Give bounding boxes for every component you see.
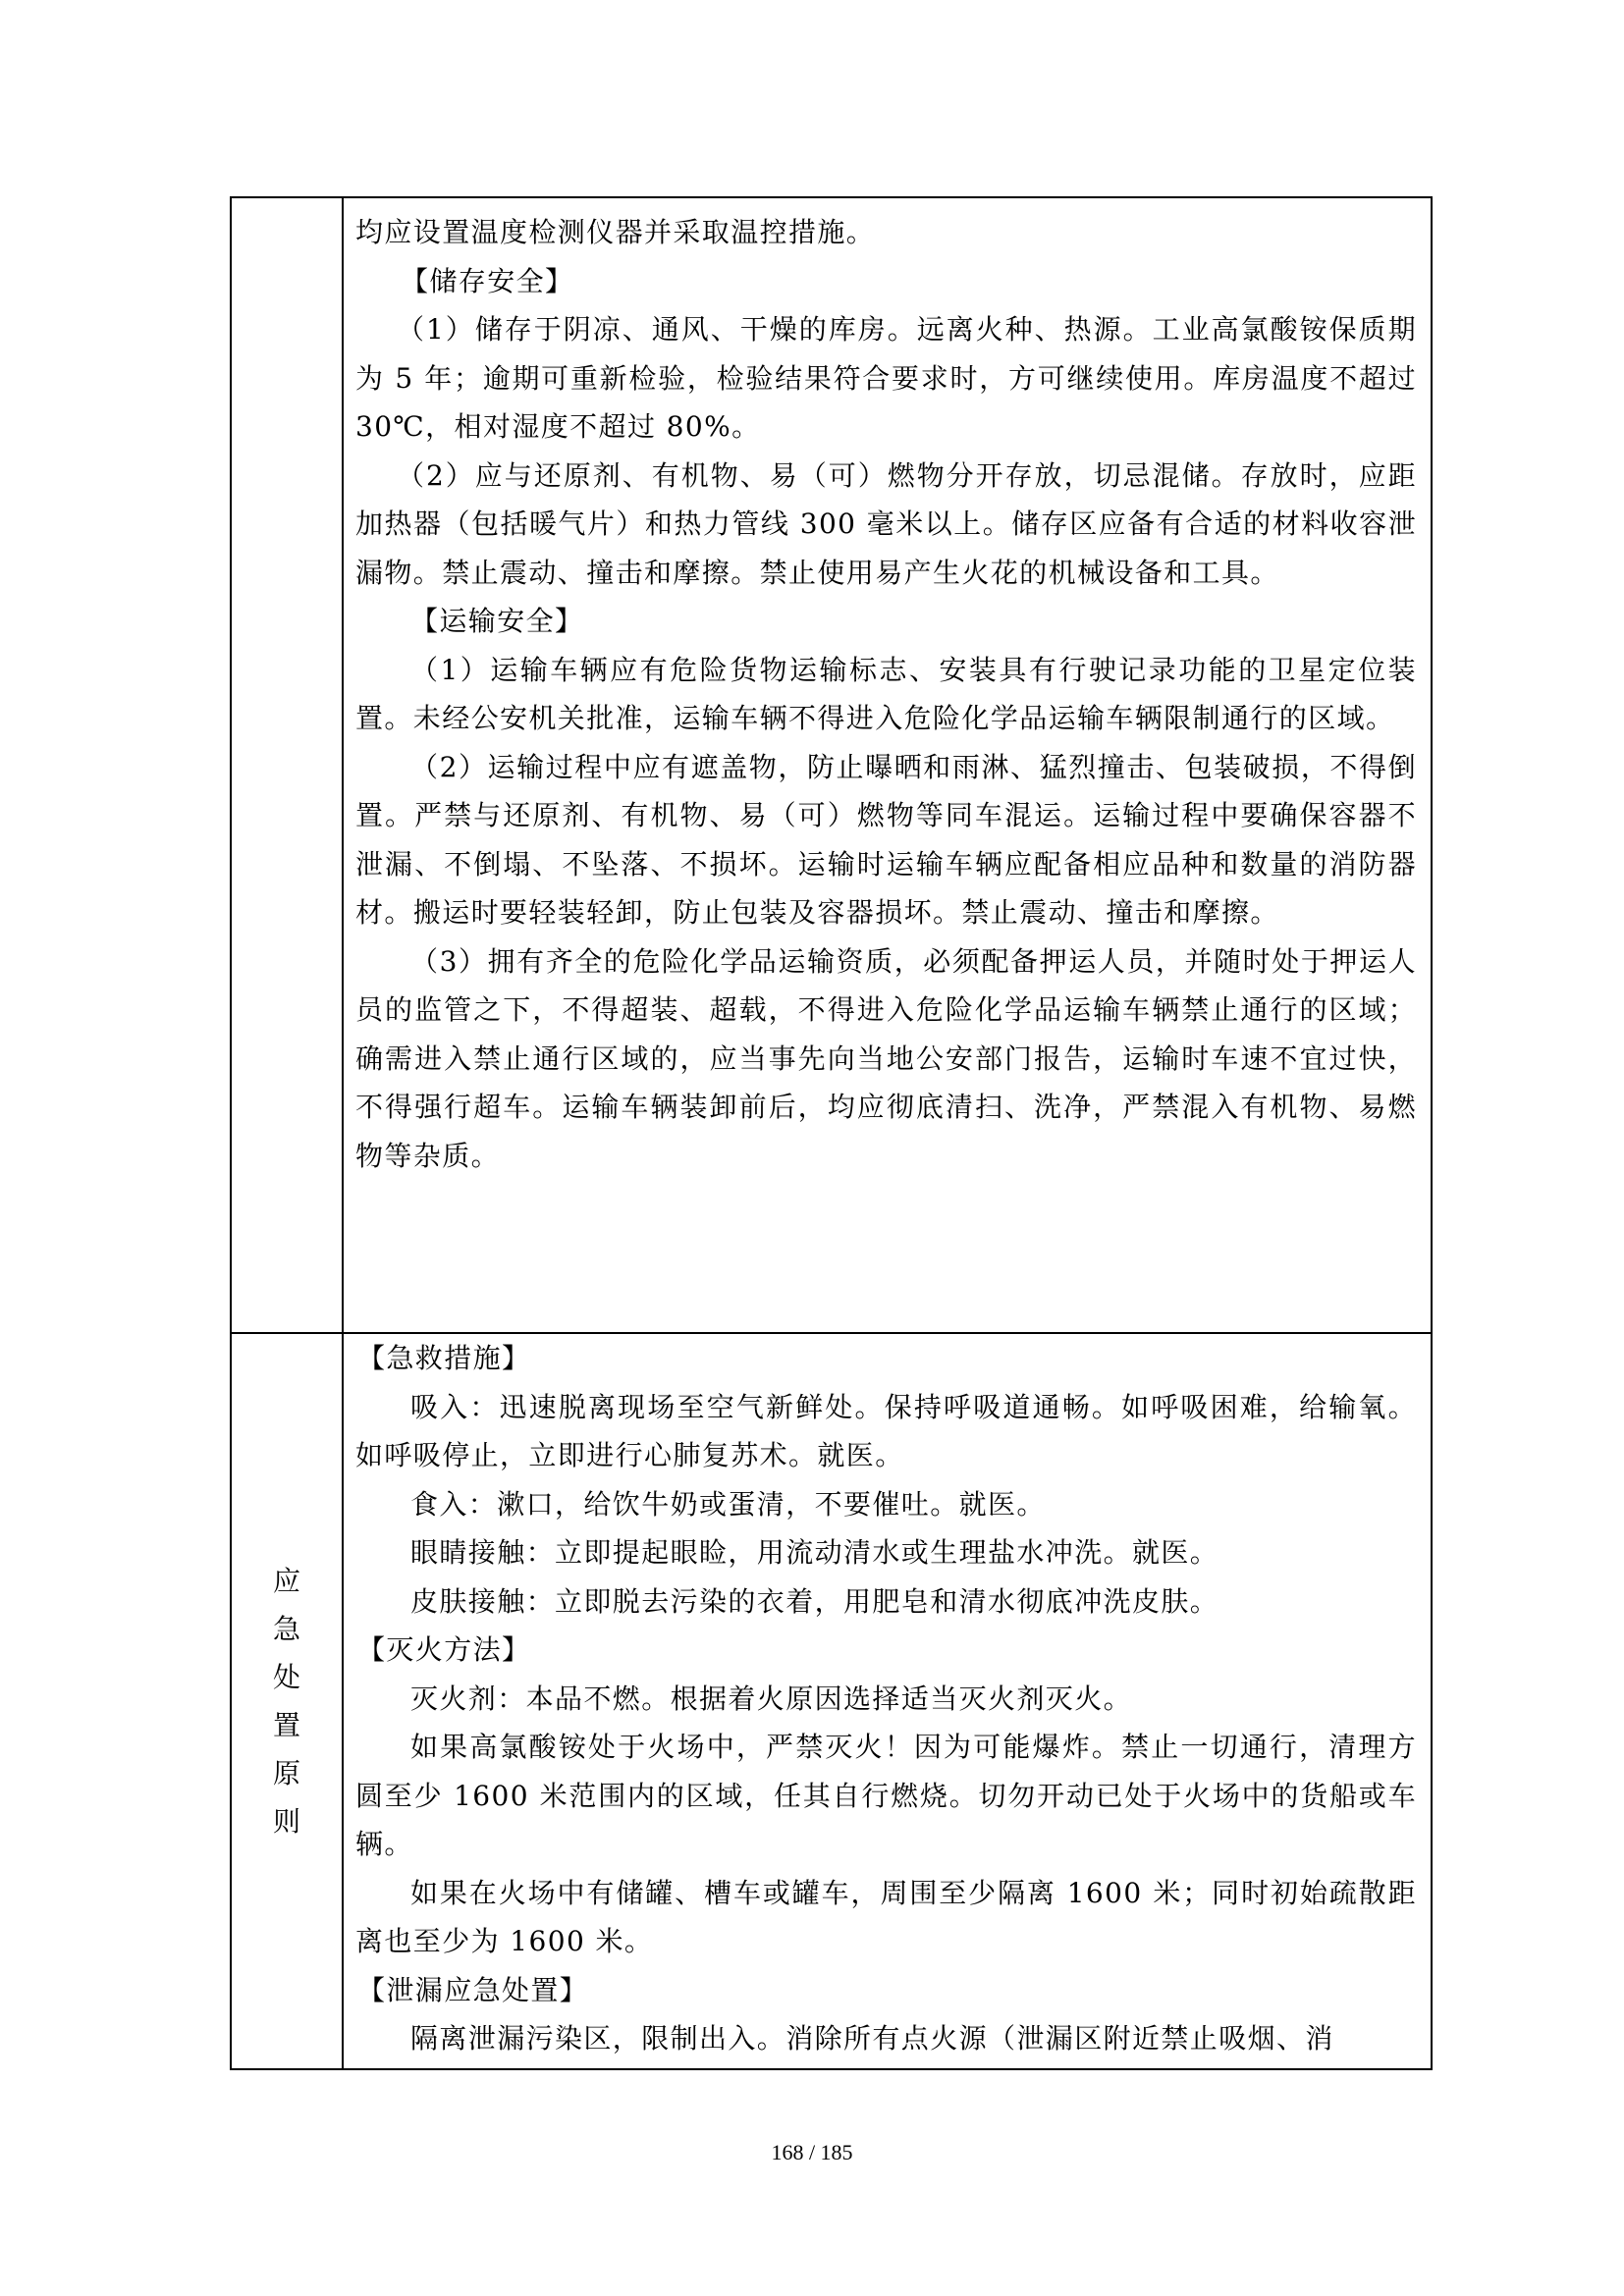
- leak-heading: 【泄漏应急处置】: [357, 1973, 589, 2006]
- fire-item: 如果高氯酸铵处于火场中，严禁灭火！因为可能爆炸。禁止一切通行，清理方圆至少 1600 米范围内的区域，任其自行燃烧。切勿开动已处于火场中的货船或车辆。: [355, 1731, 1417, 1860]
- fire-item: 灭火剂：本品不燃。根据着火原因选择适当灭火剂灭火。: [410, 1682, 1133, 1715]
- continued-text: 均应设置温度检测仪器并采取温控措施。: [355, 216, 876, 248]
- storage-heading: 【储存安全】: [401, 264, 574, 297]
- fire-item: 如果在火场中有储罐、槽车或罐车，周围至少隔离 1600 米；同时初始疏散距离也至少为 1600 米。: [355, 1876, 1417, 1957]
- row-label-cell: [231, 197, 343, 1333]
- emergency-cell: [343, 1333, 1432, 2069]
- first-aid-item: 食入：漱口，给饮牛奶或蛋清，不要催吐。就医。: [410, 1487, 1046, 1521]
- first-aid-item: 吸入：迅速脱离现场至空气新鲜处。保持呼吸道通畅。如呼吸困难，给输氧。如呼吸停止，立即进行心肺复苏术。就医。: [355, 1390, 1417, 1471]
- emergency-label-cell: [231, 1333, 343, 2069]
- first-aid-item: 眼睛接触：立即提起眼睑，用流动清水或生理盐水冲洗。就医。: [410, 1536, 1219, 1569]
- leak-item: 隔离泄漏污染区，限制出入。消除所有点火源（泄漏区附近禁止吸烟、消: [410, 2022, 1334, 2055]
- transport-item: （3）拥有齐全的危险化学品运输资质，必须配备押运人员，并随时处于押运人员的监管之下，不得超装、超载，不得进入危险化学品运输车辆禁止通行的区域；确需进入禁止通行区域的，应当事先向当地公安部门报告，运输时车速不宜过快，不得强行超车。运输车辆装卸前后，均应彻底清扫、洗净，严禁混入有机物、易燃物等杂质。: [355, 944, 1417, 1172]
- storage-item: （2）应与还原剂、有机物、易（可）燃物分开存放，切忌混储。存放时，应距加热器（包括暖气片）和热力管线 300 毫米以上。储存区应备有合适的材料收容泄漏物。禁止震动、撞击和摩擦。禁止使用易产生火花的机械设备和工具。: [355, 458, 1417, 589]
- content-table: [230, 196, 1433, 2070]
- fire-heading: 【灭火方法】: [357, 1633, 531, 1666]
- page-number: 168 / 185: [771, 2140, 853, 2164]
- transport-heading: 【运输安全】: [410, 605, 584, 637]
- table-row: [231, 1333, 1432, 2069]
- emergency-label: 应急处置原则: [272, 1565, 300, 1838]
- table-row: [231, 197, 1432, 1333]
- transport-item: （2）运输过程中应有遮盖物，防止曝晒和雨淋、猛烈撞击、包装破损，不得倒置。严禁与还原剂、有机物、易（可）燃物等同车混运。运输过程中要确保容器不泄漏、不倒塌、不坠落、不损坏。运输时运输车辆应配备相应品种和数量的消防器材。搬运时要轻装轻卸，防止包装及容器损坏。禁止震动、撞击和摩擦。: [355, 750, 1417, 929]
- storage-transport-cell: [343, 197, 1432, 1333]
- first-aid-item: 皮肤接触：立即脱去污染的衣着，用肥皂和清水彻底冲洗皮肤。: [410, 1584, 1219, 1618]
- first-aid-heading: 【急救措施】: [357, 1342, 531, 1374]
- storage-item: （1）储存于阴凉、通风、干燥的库房。远离火种、热源。工业高氯酸铵保质期为 5 年；逾期可重新检验，检验结果符合要求时，方可继续使用。库房温度不超过 30℃，相对湿度不超过 80%。: [355, 313, 1417, 443]
- transport-item: （1）运输车辆应有危险货物运输标志、安装具有行驶记录功能的卫星定位装置。未经公安机关批准，运输车辆不得进入危险化学品运输车辆限制通行的区域。: [355, 653, 1417, 734]
